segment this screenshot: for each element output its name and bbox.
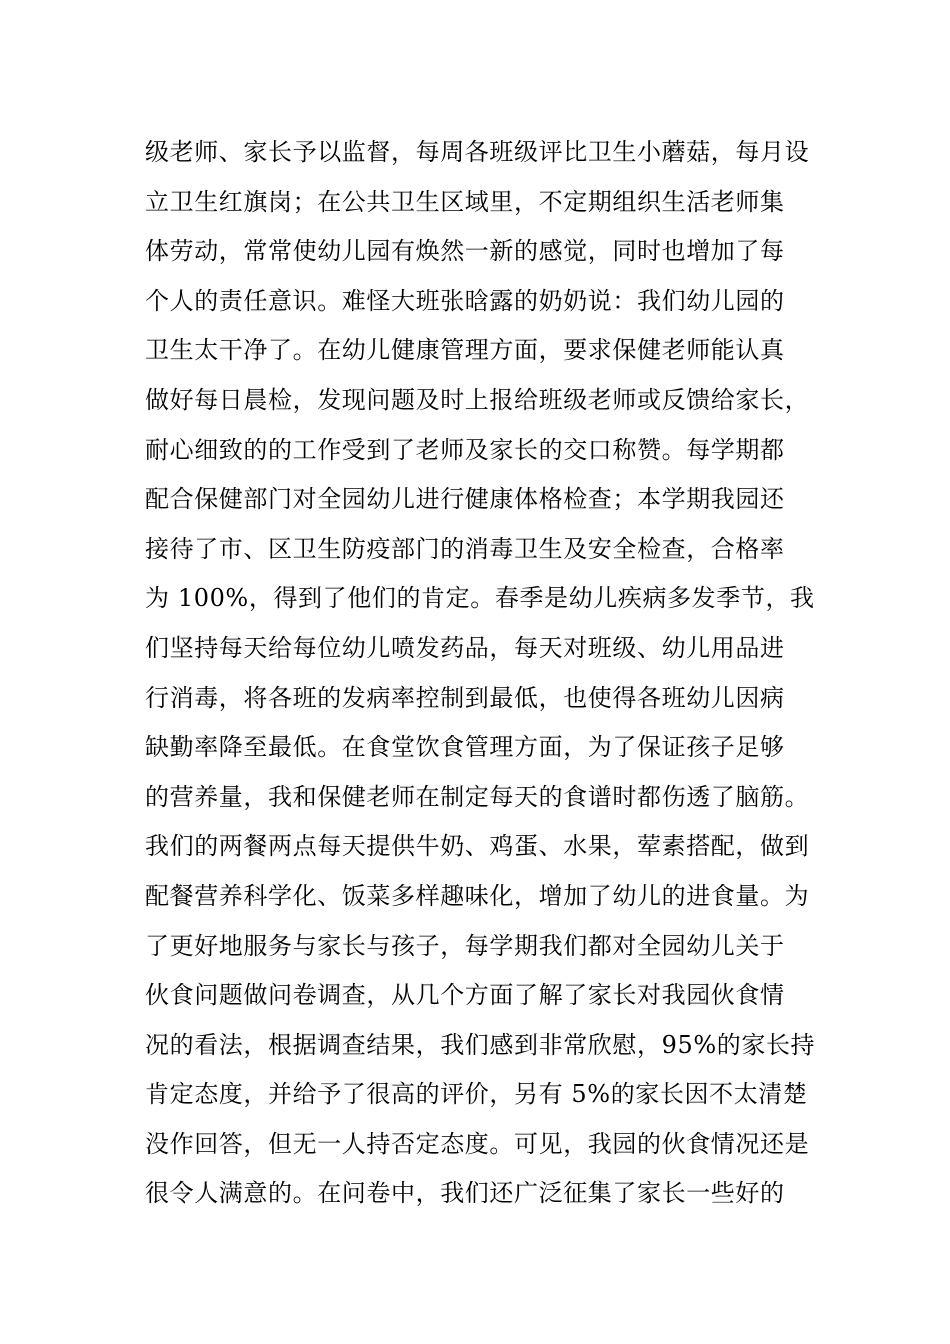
text-line-17: 了更好地服务与家长与孩子，每学期我们都对全园幼儿关于 xyxy=(145,931,785,960)
text-line-3: 体劳动，常常使幼儿园有焕然一新的感觉，同时也增加了每 xyxy=(145,237,785,266)
text-line-1: 级老师、家长予以监督，每周各班级评比卫生小蘑菇，每月设 xyxy=(145,138,810,166)
text-line-7: 耐心细致的的工作受到了老师及家长的交口称赞。每学期都 xyxy=(145,435,785,464)
text-line-20: 肯定态度，并给予了很高的评价，另有 5%的家长因不太清楚 xyxy=(145,1080,808,1109)
text-line-16: 配餐营养科学化、饭菜多样趣味化，增加了幼儿的进食量。为 xyxy=(145,881,810,910)
text-line-5: 卫生太干净了。在幼儿健康管理方面，要求保健老师能认真 xyxy=(145,336,785,365)
text-line-18: 伙食问题做问卷调查，从几个方面了解了家长对我园伙食情 xyxy=(145,981,785,1010)
text-line-12: 行消毒，将各班的发病率控制到最低，也使得各班幼儿因病 xyxy=(145,683,785,712)
text-line-11: 们坚持每天给每位幼儿喷发药品，每天对班级、幼儿用品进 xyxy=(145,633,785,662)
text-line-6: 做好每日晨检，发现问题及时上报给班级老师或反馈给家长， xyxy=(145,385,810,414)
text-line-22: 很令人满意的。在问卷中，我们还广泛征集了家长一些好的 xyxy=(145,1179,785,1208)
text-line-19: 况的看法，根据调查结果，我们感到非常欣慰，95%的家长持 xyxy=(145,1030,816,1059)
text-line-15: 我们的两餐两点每天提供牛奶、鸡蛋、水果，荤素搭配，做到 xyxy=(145,832,810,861)
text-line-14: 的营养量，我和保健老师在制定每天的食谱时都伤透了脑筋。 xyxy=(145,782,810,811)
text-line-13: 缺勤率降至最低。在食堂饮食管理方面，为了保证孩子足够 xyxy=(145,733,785,762)
text-line-8: 配合保健部门对全园幼儿进行健康体格检查；本学期我园还 xyxy=(145,485,785,514)
text-line-4: 个人的责任意识。难怪大班张晗露的奶奶说：我们幼儿园的 xyxy=(145,286,785,315)
text-line-2: 立卫生红旗岗；在公共卫生区域里，不定期组织生活老师集 xyxy=(145,187,785,216)
text-line-9: 接待了市、区卫生防疫部门的消毒卫生及安全检查，合格率 xyxy=(145,534,785,563)
body-text xyxy=(145,128,825,1219)
text-line-21: 没作回答，但无一人持否定态度。可见，我园的伙食情况还是 xyxy=(145,1129,810,1158)
text-line-10: 为 100%，得到了他们的肯定。春季是幼儿疾病多发季节，我 xyxy=(145,584,815,613)
